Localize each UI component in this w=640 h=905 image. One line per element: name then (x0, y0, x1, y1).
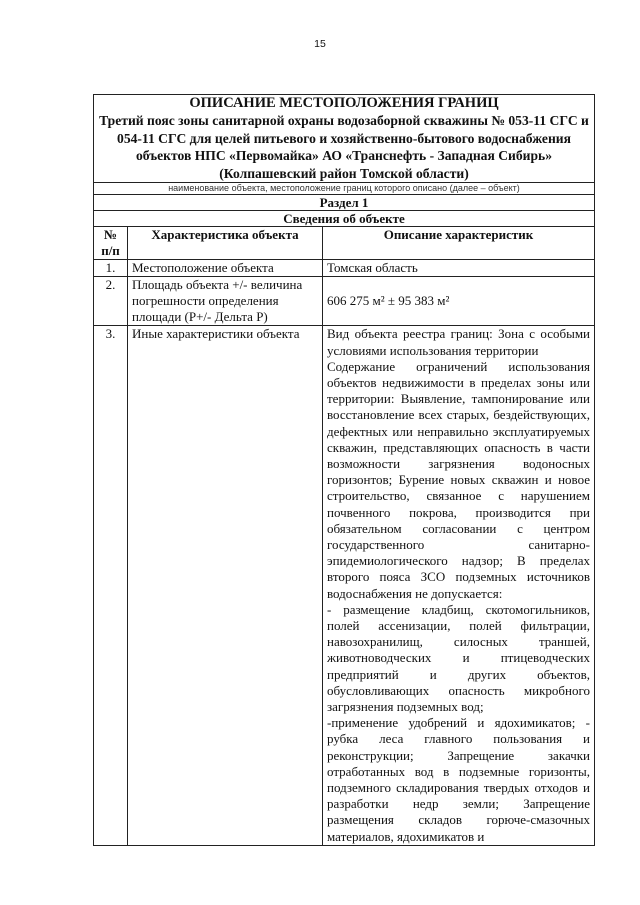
description-paragraph: Вид объекта реестра границ: Зона с особыми условиями использования территории (327, 326, 591, 358)
page-number: 15 (314, 38, 326, 50)
table-row (94, 260, 595, 277)
column-header-characteristic: Характеристика объекта (128, 227, 323, 260)
column-header-description: Описание характеристик (323, 227, 595, 260)
row-characteristic: Иные характеристики объекта (128, 326, 323, 846)
object-caption: наименование объекта, местоположение границ которого описано (далее – объект) (94, 183, 595, 195)
column-header-row (94, 227, 595, 260)
row-number: 3. (94, 326, 128, 846)
table-row (94, 277, 595, 326)
section-heading: Сведения об объекте (94, 211, 595, 227)
document-title: ОПИСАНИЕ МЕСТОПОЛОЖЕНИЯ ГРАНИЦ (189, 95, 499, 111)
caption-row (94, 183, 595, 195)
description-paragraph: - размещение кладбищ, скотомогильников, полей ассенизации, полей фильтрации, навозохранилищ, силосных траншей, животноводческих и птицеводческих предприятий и других объектов, обусловливающих опасность микробного загрязнения подземных вод; (327, 601, 591, 715)
row-number: 1. (94, 260, 128, 277)
row-number: 2. (94, 277, 128, 326)
section-heading-row (94, 211, 595, 227)
column-header-num: № п/п (94, 227, 128, 260)
document-subtitle: Третий пояс зоны санитарной охраны водозаборной скважины № 053-11 СГС и 054-11 СГС для целей питьевого и хозяйственно-бытового водоснабжения объектов НПС «Первомайка» АО «Транснефть - Западная Сибирь» (Колпашевский район Томской области) (99, 113, 589, 181)
row-description: 606 275 м² ± 95 383 м² (323, 277, 595, 326)
description-paragraph: Содержание ограничений использования объектов недвижимости в пределах зоны или территории: Выявление, тампонирование или восстановление всех старых, бездействующих, дефектных или неправильно эксплуатируемых скважин, представляющих опасность в части возможности загрязнения водоносных горизонтов; Бурение новых скважин и новое строительство, связанное с нарушением почвенного покрова, производится при обязательном согласовании с центром государственного санитарно-эпидемиологического надзор; В пределах второго пояса ЗСО подземных источников водоснабжения не допускается: (327, 358, 591, 601)
row-characteristic: Площадь объекта +/- величина погрешности определения площади (Р+/- Дельта Р) (128, 277, 323, 326)
description-paragraph: -применение удобрений и ядохимикатов; - рубка леса главного пользования и реконструкции; Запрещение закачки отработанных вод в подземные горизонты, подземного складирования твердых отходов и разработки недр земли; Запрещение размещения складов горюче-смазочных материалов, ядохимикатов и (327, 715, 591, 844)
table-row (94, 326, 595, 846)
title-row (94, 95, 595, 183)
row-description (323, 326, 595, 846)
section-name: Раздел 1 (94, 195, 595, 211)
row-description: Томская область (323, 260, 595, 277)
section-row (94, 195, 595, 211)
row-characteristic: Местоположение объекта (128, 260, 323, 277)
object-description-table (93, 94, 595, 846)
title-cell (94, 95, 595, 183)
